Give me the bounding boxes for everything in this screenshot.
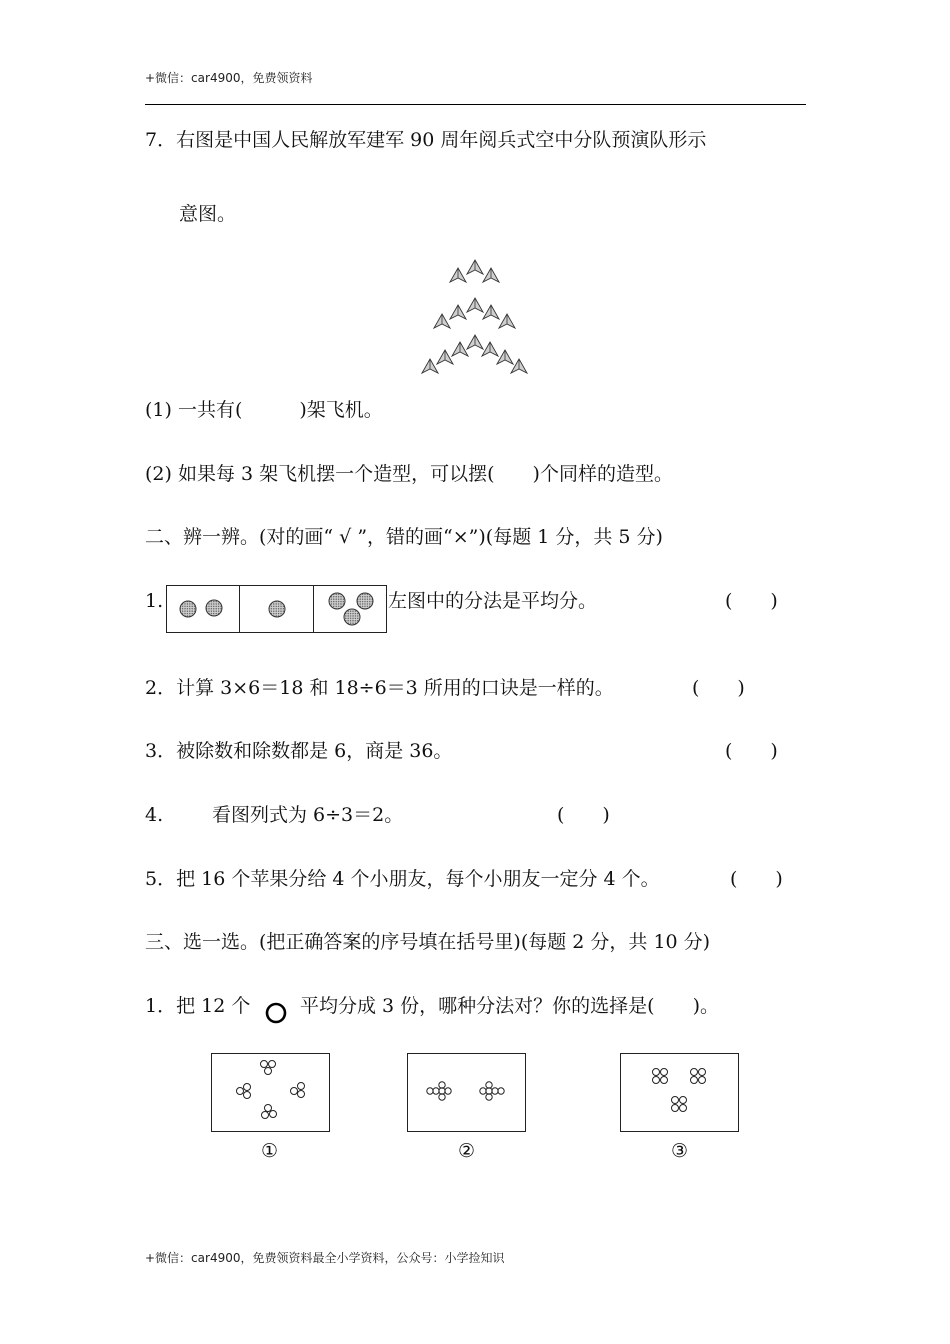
- airplane-icon: [483, 268, 499, 282]
- s2-item1-answer-blank[interactable]: ( ): [725, 590, 778, 612]
- q7-line1: 7．右图是中国人民解放军建军 90 周年阅兵式空中分队预演队形示: [145, 129, 707, 151]
- airplane-icon: [450, 268, 466, 282]
- airplane-icon: [450, 305, 466, 319]
- airplane-icon: [483, 305, 499, 319]
- s2-item2-answer-blank[interactable]: ( ): [692, 677, 745, 699]
- airplane-formation-figure: [418, 256, 532, 380]
- q7-sub2: (2) 如果每 3 架飞机摆一个造型，可以摆( )个同样的造型。: [145, 463, 673, 485]
- dotted-ball-icon: [344, 609, 360, 625]
- option-2-figure: [407, 1053, 526, 1132]
- q7-line2: 意图。: [179, 203, 237, 225]
- dotted-ball-icon: [206, 600, 222, 616]
- s2-item5-answer-blank[interactable]: ( ): [730, 868, 783, 890]
- s2-item2-text: 2．计算 3×6＝18 和 18÷6＝3 所用的口诀是一样的。: [145, 677, 614, 699]
- section2-heading: 二、辨一辨。(对的画“ √ ”，错的画“×”)(每题 1 分，共 5 分): [145, 526, 663, 548]
- option-3-label[interactable]: ③: [671, 1140, 689, 1162]
- airplane-icon: [511, 359, 527, 373]
- airplane-icon: [422, 359, 438, 373]
- s2-item1-text: 左图中的分法是平均分。: [388, 590, 598, 612]
- s2-item1-figure: [166, 585, 387, 633]
- header-divider: [145, 104, 806, 105]
- airplane-icon: [452, 342, 468, 356]
- footer-watermark: +微信：car4900，免费领资料最全小学资料，公众号：小学捡知识: [145, 1251, 505, 1265]
- airplane-icon: [437, 350, 453, 364]
- option-1-label[interactable]: ①: [261, 1140, 279, 1162]
- dotted-ball-icon: [180, 601, 196, 617]
- option-3-figure: [620, 1053, 739, 1132]
- header-watermark: +微信：car4900，免费领资料: [145, 71, 313, 85]
- airplane-icon: [467, 260, 483, 274]
- s2-item3-text: 3．被除数和除数都是 6，商是 36。: [145, 740, 453, 762]
- airplane-icon: [467, 298, 483, 312]
- airplane-icon: [467, 335, 483, 349]
- airplane-icon: [499, 314, 515, 328]
- s3-q1-text-after: 平均分成 3 份，哪种分法对？你的选择是( )。: [300, 995, 719, 1017]
- option-1-figure: [211, 1053, 330, 1132]
- section3-heading: 三、选一选。(把正确答案的序号填在括号里)(每题 2 分，共 10 分): [145, 931, 711, 953]
- s2-item4-text: 看图列式为 6÷3＝2。: [212, 804, 404, 826]
- q7-sub1: (1) 一共有( )架飞机。: [145, 399, 383, 421]
- s2-item1-number: 1.: [145, 590, 164, 612]
- s2-item3-answer-blank[interactable]: ( ): [725, 740, 778, 762]
- dotted-ball-icon: [357, 593, 373, 609]
- airplane-icon: [497, 350, 513, 364]
- s3-q1-text-before: 1．把 12 个: [145, 995, 251, 1017]
- airplane-icon: [434, 314, 450, 328]
- option-2-label[interactable]: ②: [458, 1140, 476, 1162]
- dotted-ball-icon: [269, 601, 285, 617]
- s2-item4-answer-blank[interactable]: ( ): [557, 804, 610, 826]
- airplane-icon: [482, 342, 498, 356]
- s2-item5-text: 5．把 16 个苹果分给 4 个小朋友，每个小朋友一定分 4 个。: [145, 868, 660, 890]
- dotted-ball-icon: [329, 593, 345, 609]
- circle-icon: [264, 1001, 288, 1025]
- s2-item4-number: 4.: [145, 804, 164, 826]
